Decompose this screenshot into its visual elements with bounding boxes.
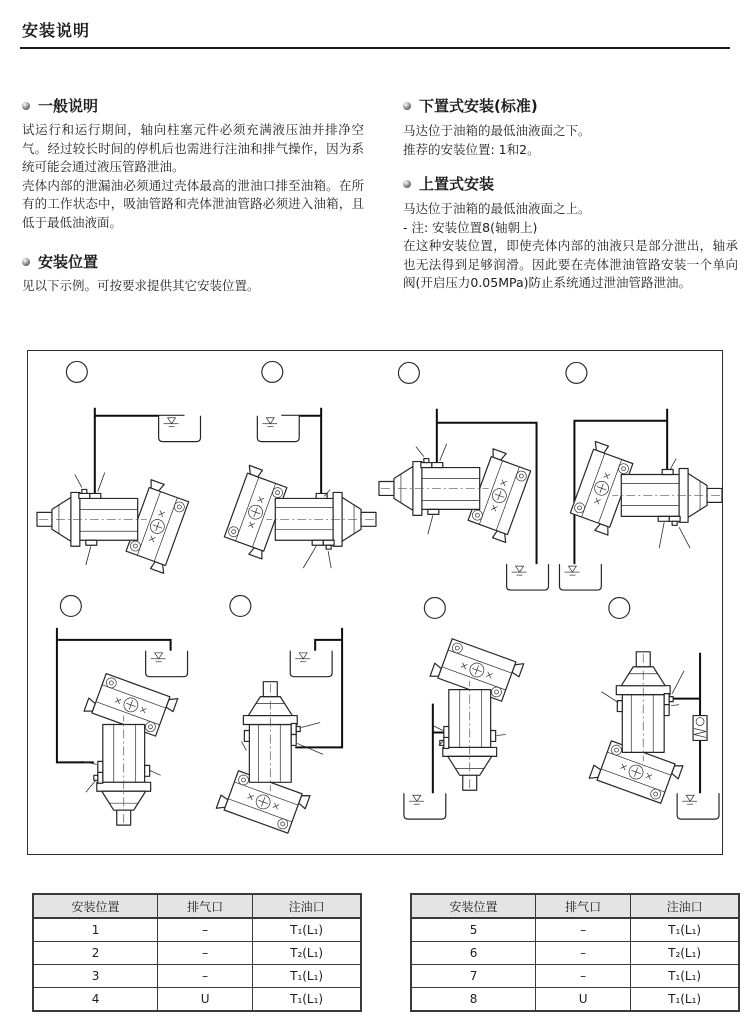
position-paragraph: 见以下示例。可按要求提供其它安装位置。 (22, 278, 260, 293)
table-cell: – (536, 965, 631, 988)
installation-figure-box (27, 350, 723, 855)
table-header-cell: 排气口 (158, 894, 253, 918)
diagram-4 (216, 596, 342, 837)
column-right (403, 96, 738, 293)
section-heading-text: 安装位置 (38, 253, 99, 271)
diagram-3 (57, 596, 188, 826)
column-left (22, 96, 364, 296)
table-cell: U (536, 988, 631, 1012)
table-cell: – (536, 918, 631, 942)
table-cell: T₁(L₁) (631, 988, 739, 1012)
table-cell: 2 (33, 942, 158, 965)
table-row (411, 942, 739, 965)
install-table-right (410, 893, 740, 1012)
section-above-tank-heading (403, 174, 738, 194)
below-tank-line-1: 马达位于油箱的最低油液面之下。 (403, 123, 591, 138)
table-cell: T₁(L₁) (253, 918, 361, 942)
table-cell: 4 (33, 988, 158, 1012)
table-cell: – (158, 942, 253, 965)
diagram-1 (37, 361, 201, 573)
check-valve (693, 716, 707, 741)
diagram-2 (221, 361, 376, 568)
general-paragraph-2: 壳体内部的泄漏油必须通过壳体最高的泄油口排至油箱。在所有的工作状态中，吸油管路和壳体泄油管路必须进入油箱，且低于最低油液面。 (22, 177, 364, 230)
install-position-table (32, 893, 362, 1012)
table-cell: T₂(L₁) (631, 942, 739, 965)
diagram-6 (559, 362, 722, 590)
section-below-tank-heading (403, 96, 738, 116)
page-title: 安装说明 (22, 21, 91, 40)
table-cell: T₁(L₁) (631, 918, 739, 942)
table-row (411, 965, 739, 988)
bullet-icon (22, 258, 30, 266)
section-general-heading (22, 96, 364, 116)
bullet-icon (403, 180, 411, 188)
table-row (33, 942, 361, 965)
table-cell: 1 (33, 918, 158, 942)
below-tank-line-2: 推荐的安装位置: 1和2。 (403, 142, 540, 157)
install-table-left (32, 893, 362, 1012)
diagram-7 (404, 598, 524, 820)
table-header-cell: 注油口 (253, 894, 361, 918)
table-header-cell: 排气口 (536, 894, 631, 918)
table-cell: T₁(L₁) (631, 965, 739, 988)
diagram-5 (379, 362, 549, 590)
table-cell: T₂(L₁) (253, 942, 361, 965)
above-tank-paragraph: 在这种安装位置，即使壳体内部的油液只是部分泄出，轴承也无法得到足够润滑。因此要在壳体泄油管路安装一个单向阀(开启压力0.05MPa)防止系统通过泄油管路泄油。 (403, 238, 738, 290)
table-row (411, 918, 739, 942)
section-position-heading (22, 252, 364, 272)
table-cell: – (536, 942, 631, 965)
table-cell: 7 (411, 965, 536, 988)
title-rule (20, 47, 730, 49)
section-heading-text: 上置式安装 (419, 175, 495, 193)
section-heading-text: 一般说明 (38, 97, 99, 115)
table-cell: U (158, 988, 253, 1012)
table-row (33, 918, 361, 942)
table-row (33, 965, 361, 988)
table-row (411, 988, 739, 1012)
install-position-table (410, 893, 740, 1012)
table-header-cell: 安装位置 (33, 894, 158, 918)
table-cell: 6 (411, 942, 536, 965)
diagram-8 (589, 598, 719, 820)
above-tank-line-1: 马达位于油箱的最低油液面之上。 (403, 201, 591, 216)
general-paragraph-1: 试运行和运行期间，轴向柱塞元件必须充满液压油并排净空气。经过较长时间的停机后也需进行注油和排气操作，因为系统可能会通过液压管路泄油。 (22, 122, 364, 174)
table-header-cell: 注油口 (631, 894, 739, 918)
table-cell: 8 (411, 988, 536, 1012)
table-header-cell: 安装位置 (411, 894, 536, 918)
table-cell: – (158, 965, 253, 988)
table-cell: T₁(L₁) (253, 965, 361, 988)
table-row (33, 988, 361, 1012)
bullet-icon (403, 102, 411, 110)
bullet-icon (22, 102, 30, 110)
installation-figure (28, 351, 722, 854)
table-cell: T₁(L₁) (253, 988, 361, 1012)
above-tank-line-2: - 注: 安装位置8(轴朝上) (403, 220, 538, 235)
table-cell: 5 (411, 918, 536, 942)
section-heading-text: 下置式安装(标准) (419, 97, 538, 115)
table-cell: – (158, 918, 253, 942)
table-cell: 3 (33, 965, 158, 988)
